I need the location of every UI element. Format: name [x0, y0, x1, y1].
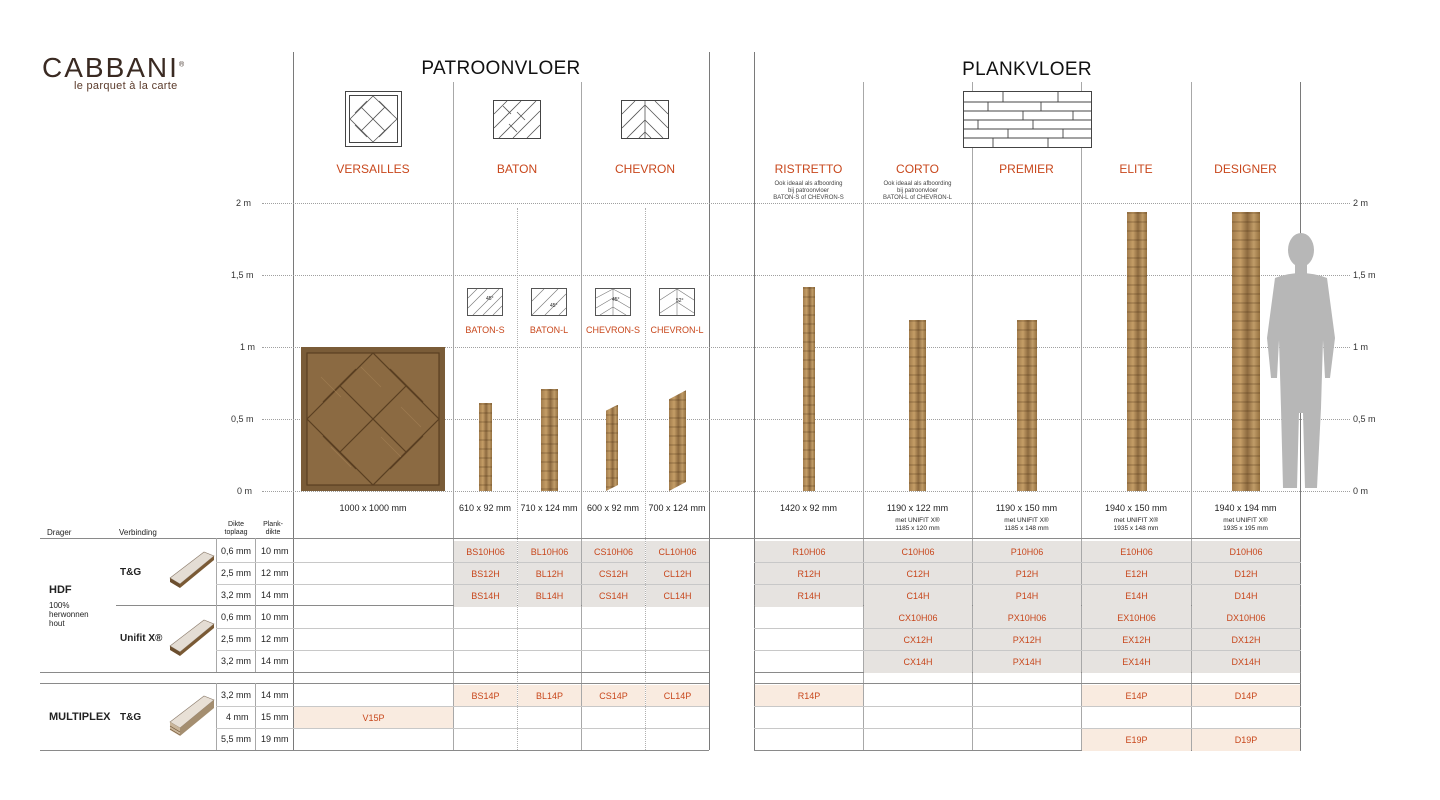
unifit-designer: met UNIFIT X® 1935 x 195 mm [1223, 517, 1268, 532]
baton-l-icon [531, 288, 567, 316]
plank-thickness: 14 mm [261, 690, 289, 700]
product-code-cell: E19P [1082, 729, 1191, 751]
angle-chevron-s: 45° [612, 297, 620, 303]
y-label-left: 2 m [236, 198, 252, 208]
gridline-1-5m [262, 275, 1350, 276]
product-code-cell: BS14P [454, 685, 517, 707]
row-separator [216, 650, 709, 651]
table-mp-top [40, 683, 709, 684]
plank-thickness: 10 mm [261, 546, 289, 556]
dim-corto: 1190 x 122 mm [886, 503, 949, 513]
product-code-cell: V15P [294, 707, 453, 729]
plank-thickness: 19 mm [261, 734, 289, 744]
carrier-hdf: HDF [49, 584, 72, 596]
dim-baton-l: 710 x 124 mm [520, 503, 578, 513]
dim-versailles: 1000 x 1000 mm [339, 503, 407, 513]
chevron-pattern-icon [621, 100, 669, 139]
plank-pattern-icon [963, 91, 1092, 148]
board-chevron-s [606, 405, 618, 491]
section-title-plank: PLANKVLOER [962, 59, 1092, 80]
product-ristretto: RISTRETTO [774, 162, 843, 176]
dim-chevron-s: 600 x 92 mm [586, 503, 640, 513]
plank-thickness: 15 mm [261, 712, 289, 722]
plank-thickness: 12 mm [261, 568, 289, 578]
plank-thickness: 12 mm [261, 634, 289, 644]
dim-elite: 1940 x 150 mm [1104, 503, 1168, 513]
row-separator [216, 562, 709, 563]
product-code-cell: E14P [1082, 685, 1191, 707]
product-chevron: CHEVRON [614, 162, 675, 176]
header-plankdikte: Plank- dikte [263, 521, 283, 536]
product-code-cell: R14P [755, 685, 863, 707]
product-code-cell: BS12H [454, 563, 517, 585]
product-code-cell: CS14P [582, 685, 645, 707]
product-code-cell: CL14H [646, 585, 709, 607]
plank-thickness: 14 mm [261, 656, 289, 666]
product-code-cell: CS12H [582, 563, 645, 585]
product-code-cell: P12H [973, 563, 1081, 585]
row-separator [216, 628, 709, 629]
col-divider [216, 683, 217, 750]
joint-tg-multiplex: T&G [120, 712, 142, 723]
joint-tg-hdf: T&G [120, 567, 142, 578]
product-code-cell: EX12H [1082, 629, 1191, 651]
product-code-cell: BL14H [518, 585, 581, 607]
product-code-cell: CX12H [864, 629, 972, 651]
multiplex-profile-image [168, 692, 216, 740]
product-code-cell: CL10H06 [646, 541, 709, 563]
toplayer-thickness: 0,6 mm [221, 612, 252, 622]
row-separator [754, 584, 1301, 585]
angle-baton-l: 45° [550, 303, 558, 309]
toplayer-thickness: 5,5 mm [221, 734, 252, 744]
product-code-cell: EX14H [1082, 651, 1191, 673]
row-separator [754, 728, 1301, 729]
row-separator [754, 628, 1301, 629]
product-code-cell: DX14H [1192, 651, 1300, 673]
board-baton-s [479, 403, 492, 491]
versailles-pattern-icon [345, 91, 402, 147]
unifit-profile-image [168, 616, 216, 660]
product-code-cell: BL12H [518, 563, 581, 585]
section-title-pattern: PATROONVLOER [421, 58, 581, 79]
table-mp-top-plank [754, 683, 1301, 684]
joint-unifit: Unifit X® [120, 633, 163, 644]
carrier-hdf-sub: 100% herwonnen hout [49, 601, 89, 628]
tg-hdf-profile-image [168, 548, 216, 592]
carrier-multiplex: MULTIPLEX [49, 711, 111, 723]
y-label-left: 1 m [240, 342, 256, 352]
y-label-left: 0 m [237, 486, 253, 496]
gridline-2m [262, 203, 1350, 204]
y-label-left: 0,5 m [231, 414, 254, 424]
toplayer-thickness: 2,5 mm [221, 568, 252, 578]
dim-chevron-l: 700 x 124 mm [648, 503, 706, 513]
product-code-cell: DX12H [1192, 629, 1300, 651]
dim-baton-s: 610 x 92 mm [458, 503, 512, 513]
product-code-cell: P10H06 [973, 541, 1081, 563]
product-code-cell: E14H [1082, 585, 1191, 607]
product-code-cell: CX14H [864, 651, 972, 673]
unifit-corto: met UNIFIT X® 1185 x 120 mm [895, 517, 940, 532]
product-versailles: VERSAILLES [336, 162, 410, 176]
product-code-cell: C12H [864, 563, 972, 585]
divider-plank-left [754, 52, 755, 750]
corto-note: Ook ideaal als afboording bij patroonvloer BATON-L of CHEVRON-L [883, 181, 952, 201]
product-code-cell: R14H [755, 585, 863, 607]
angle-baton-s: 45° [486, 296, 494, 302]
product-code-cell: CS10H06 [582, 541, 645, 563]
divider-chevron-sub [645, 208, 646, 750]
product-premier: PREMIER [999, 162, 1054, 176]
table-top-line [40, 538, 1301, 539]
header-verbinding: Verbinding [119, 528, 157, 537]
board-premier [1017, 320, 1037, 491]
subproduct-baton-l: BATON-L [529, 325, 569, 335]
product-code-cell: DX10H06 [1192, 607, 1300, 629]
y-label-right: 1,5 m [1353, 270, 1376, 280]
row-separator [754, 562, 1301, 563]
product-code-cell: BL10H06 [518, 541, 581, 563]
table-bottom [40, 750, 709, 751]
product-code-cell: C10H06 [864, 541, 972, 563]
y-label-right: 0 m [1353, 486, 1369, 496]
col-divider [255, 683, 256, 750]
product-code-cell: R10H06 [755, 541, 863, 563]
product-code-cell: PX14H [973, 651, 1081, 673]
angle-chevron-l: 52° [676, 298, 684, 304]
subproduct-chevron-l: CHEVRON-L [650, 325, 704, 335]
product-code-cell: D12H [1192, 563, 1300, 585]
ristretto-note: Ook ideaal als afboording bij patroonvloer BATON-S of CHEVRON-S [773, 181, 844, 201]
product-code-cell: EX10H06 [1082, 607, 1191, 629]
y-label-left: 1,5 m [231, 270, 254, 280]
row-separator [754, 706, 1301, 707]
col-divider [255, 538, 256, 672]
brand-tagline: le parquet à la carte [74, 80, 178, 92]
product-code-cell: CL12H [646, 563, 709, 585]
unifit-elite: met UNIFIT X® 1935 x 148 mm [1113, 517, 1159, 532]
plank-thickness: 14 mm [261, 590, 289, 600]
divider-pattern-left [293, 52, 294, 750]
toplayer-thickness: 4 mm [226, 712, 249, 722]
product-code-cell: C14H [864, 585, 972, 607]
product-code-cell: PX10H06 [973, 607, 1081, 629]
brand-name: CABBANI [42, 52, 179, 83]
board-elite [1127, 212, 1147, 491]
y-label-right: 0,5 m [1353, 414, 1376, 424]
y-label-right: 2 m [1353, 198, 1369, 208]
y-label-right: 1 m [1353, 342, 1369, 352]
subproduct-chevron-s: CHEVRON-S [585, 325, 640, 335]
baton-pattern-icon [493, 100, 541, 139]
toplayer-thickness: 3,2 mm [221, 690, 252, 700]
human-silhouette [1255, 228, 1343, 494]
product-code-cell: PX12H [973, 629, 1081, 651]
versailles-panel-image [301, 347, 445, 491]
board-corto [909, 320, 926, 491]
header-drager: Drager [47, 528, 72, 537]
product-code-cell: D19P [1192, 729, 1300, 751]
divider-pattern-right [709, 52, 710, 750]
board-baton-l [541, 389, 558, 491]
product-code-cell: D14P [1192, 685, 1300, 707]
subproduct-baton-s: BATON-S [465, 325, 505, 335]
gridline-0m [262, 491, 1350, 492]
dim-ristretto: 1420 x 92 mm [779, 503, 838, 513]
product-code-cell: D14H [1192, 585, 1300, 607]
product-code-cell: D10H06 [1192, 541, 1300, 563]
row-separator [216, 728, 709, 729]
product-code-cell: BS14H [454, 585, 517, 607]
product-corto: CORTO [896, 162, 939, 176]
product-designer: DESIGNER [1214, 162, 1277, 176]
divider-baton-sub [517, 208, 518, 750]
baton-s-icon [467, 288, 503, 316]
row-separator [216, 584, 709, 585]
col-divider [216, 538, 217, 672]
toplayer-thickness: 0,6 mm [221, 546, 252, 556]
product-code-cell: E12H [1082, 563, 1191, 585]
product-code-cell: E10H06 [1082, 541, 1191, 563]
plank-thickness: 10 mm [261, 612, 289, 622]
product-code-cell: CX10H06 [864, 607, 972, 629]
product-elite: ELITE [1119, 162, 1153, 176]
product-code-cell: R12H [755, 563, 863, 585]
product-baton: BATON [496, 162, 538, 176]
toplayer-thickness: 3,2 mm [221, 656, 252, 666]
toplayer-thickness: 3,2 mm [221, 590, 252, 600]
registered-mark: ® [178, 61, 187, 69]
row-separator [754, 650, 1301, 651]
table-hdf-bottom [40, 672, 709, 673]
header-dikte: Dikte toplaag [224, 521, 248, 536]
dim-premier: 1190 x 150 mm [995, 503, 1058, 513]
product-code-cell: CS14H [582, 585, 645, 607]
product-code-cell: BL14P [518, 685, 581, 707]
board-ristretto [803, 287, 815, 491]
row-separator [216, 706, 709, 707]
board-chevron-l [669, 390, 686, 491]
product-code-cell: P14H [973, 585, 1081, 607]
unifit-premier: met UNIFIT X® 1185 x 148 mm [1004, 517, 1049, 532]
dim-designer: 1940 x 194 mm [1214, 503, 1277, 513]
toplayer-thickness: 2,5 mm [221, 634, 252, 644]
product-code-cell: CL14P [646, 685, 709, 707]
product-code-cell: BS10H06 [454, 541, 517, 563]
